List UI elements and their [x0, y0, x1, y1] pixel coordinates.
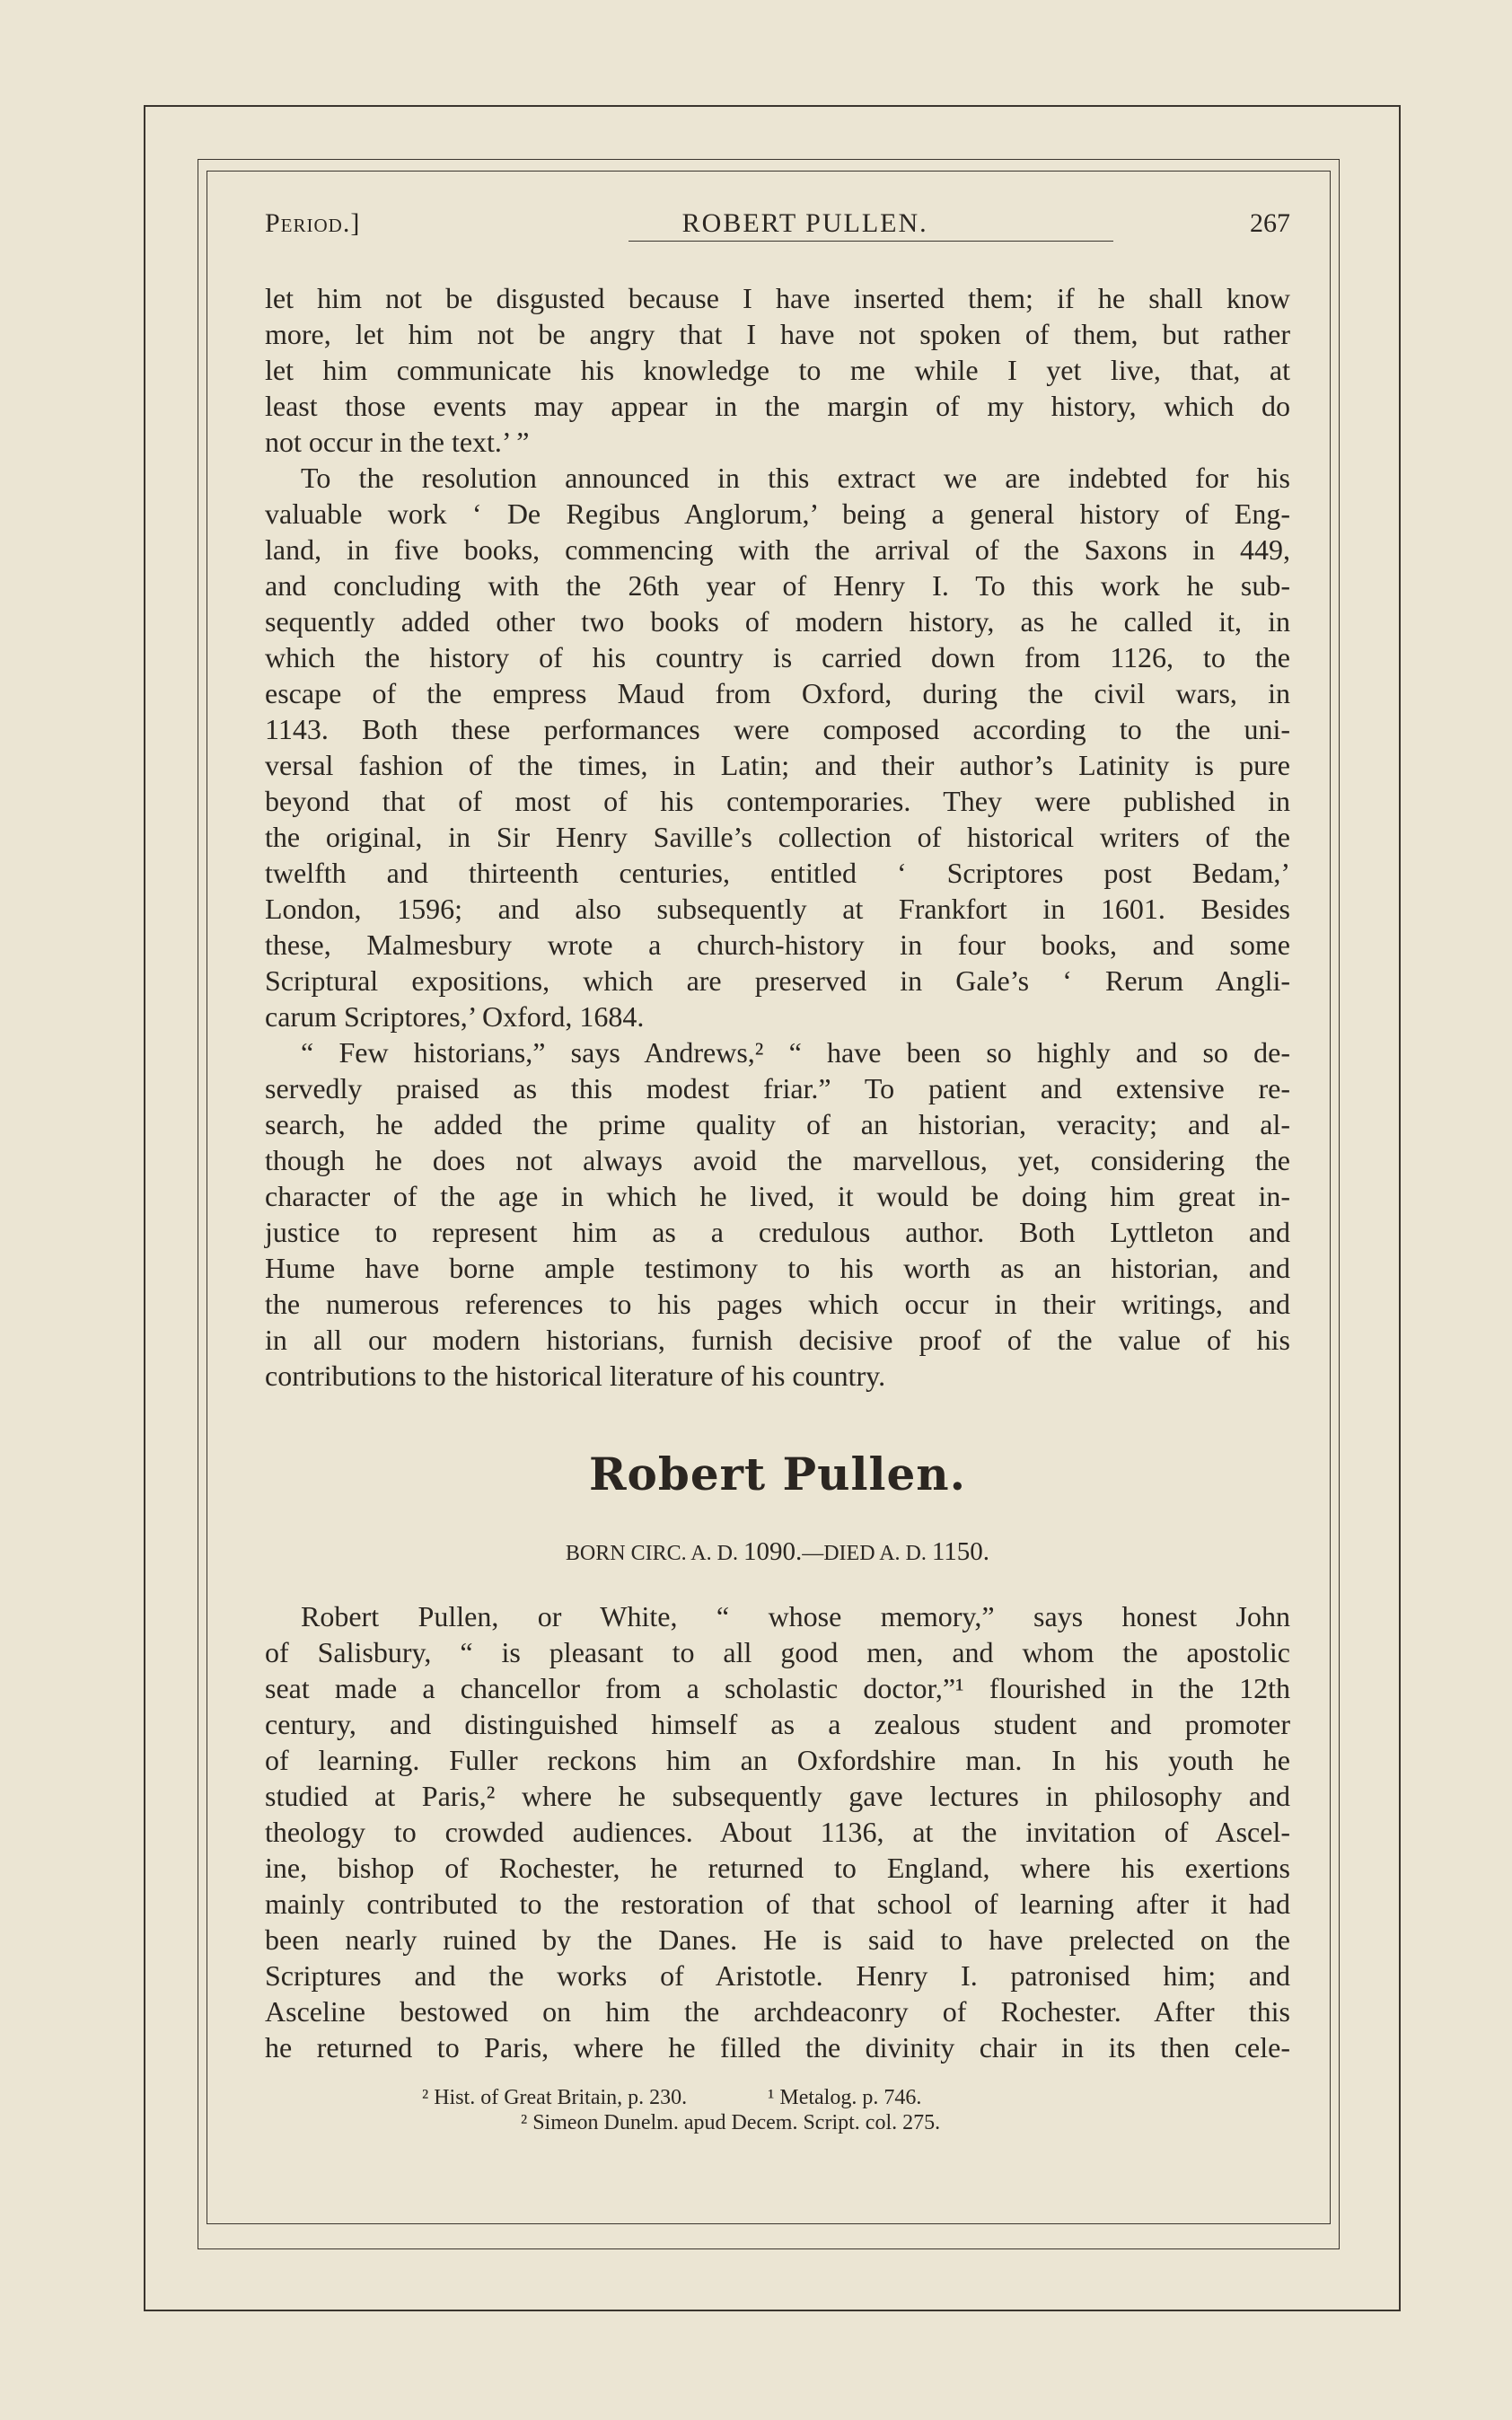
text-line: been nearly ruined by the Danes. He is said to have prelected on the — [265, 1923, 1290, 1956]
text-line: the numerous references to his pages which occur in their writings, and — [265, 1288, 1290, 1320]
text-line: 1143. Both these performances were composed according to the uni- — [265, 713, 1290, 745]
footnote: ¹ Metalog. p. 746. — [768, 2086, 922, 2109]
life-dates — [265, 1537, 1290, 1567]
footnote: ² Hist. of Great Britain, p. 230. — [422, 2086, 688, 2109]
text-line: of learning. Fuller reckons him an Oxfordshire man. In his youth he — [265, 1744, 1290, 1776]
running-header — [265, 208, 1290, 239]
footnotes — [422, 2085, 940, 2135]
text-line: search, he added the prime quality of an historian, veracity; and al- — [265, 1108, 1290, 1140]
text-line: Asceline bestowed on him the archdeaconry of Rochester. After this — [265, 1995, 1290, 2028]
text-line: let him not be disgusted because I have inserted them; if he shall know — [265, 282, 1290, 314]
text-line: and concluding with the 26th year of Henry I. To this work he sub- — [265, 569, 1290, 602]
dates-died-year: 1150. — [931, 1537, 990, 1566]
text-line: of Salisbury, “ is pleasant to all good men, and whom the apostolic — [265, 1636, 1290, 1668]
text-line: servedly praised as this modest friar.” To patient and extensive re- — [265, 1072, 1290, 1104]
text-line: Scriptural expositions, which are preserved in Gale’s ‘ Rerum Angli- — [265, 964, 1290, 997]
text-line: versal fashion of the times, in Latin; and their author’s Latinity is pure — [265, 749, 1290, 781]
text-line: Scriptures and the works of Aristotle. Henry I. patronised him; and — [265, 1959, 1290, 1992]
text-line: beyond that of most of his contemporaries. They were published in — [265, 785, 1290, 817]
text-line: carum Scriptores,’ Oxford, 1684. — [265, 1000, 645, 1033]
text-line: ine, bishop of Rochester, he returned to England, where his exertions — [265, 1852, 1290, 1884]
section-title: Robert Pullen. — [588, 1448, 967, 1500]
text-line: not occur in the text.’ ” — [265, 426, 530, 458]
body-text-biography — [265, 1598, 1290, 2065]
text-line: these, Malmesbury wrote a church-history in four books, and some — [265, 928, 1290, 961]
text-line: Hume have borne ample testimony to his worth as an historian, and — [265, 1252, 1290, 1284]
text-line: character of the age in which he lived, it would be doing him great in- — [265, 1180, 1290, 1212]
text-line: more, let him not be angry that I have not spoken of them, but rather — [265, 318, 1290, 350]
text-line: justice to represent him as a credulous author. Both Lyttleton and — [265, 1216, 1290, 1248]
header-rule — [629, 241, 1113, 242]
body-text-continued — [265, 280, 1290, 1394]
text-line: though he does not always avoid the marvellous, yet, considering the — [265, 1144, 1290, 1176]
text-line: let him communicate his knowledge to me while I yet live, that, at — [265, 354, 1290, 386]
text-line: sequently added other two books of modern history, as he called it, in — [265, 605, 1290, 638]
text-line: Robert Pullen, or White, “ whose memory,” says honest John — [301, 1600, 1290, 1632]
text-line: London, 1596; and also subsequently at Frankfort in 1601. Besides — [265, 893, 1290, 925]
dates-born-year: 1090. — [743, 1537, 803, 1566]
text-line: land, in five books, commencing with the arrival of the Saxons in 449, — [265, 533, 1290, 566]
footnote: ² Simeon Dunelm. apud Decem. Script. col. 275. — [521, 2111, 941, 2134]
text-line: which the history of his country is carried down from 1126, to the — [265, 641, 1290, 673]
text-line: least those events may appear in the margin of my history, which do — [265, 390, 1290, 422]
text-line: studied at Paris,² where he subsequently gave lectures in philosophy and — [265, 1780, 1290, 1812]
text-line: valuable work ‘ De Regibus Anglorum,’ being a general history of Eng- — [265, 497, 1290, 530]
header-section: Period.] — [265, 208, 361, 238]
dates-born-label: BORN CIRC. A. D. — [565, 1542, 738, 1565]
text-line: theology to crowded audiences. About 1136, at the invitation of Ascel- — [265, 1816, 1290, 1848]
text-line: seat made a chancellor from a scholastic doctor,”¹ flourished in the 12th — [265, 1672, 1290, 1704]
text-line: he returned to Paris, where he filled the divinity chair in its then cele- — [265, 2031, 1290, 2064]
dates-died-label: —DIED A. D. — [802, 1542, 927, 1565]
text-line: escape of the empress Maud from Oxford, during the civil wars, in — [265, 677, 1290, 709]
text-line: “ Few historians,” says Andrews,² “ have been so highly and so de- — [301, 1036, 1290, 1069]
text-line: century, and distinguished himself as a zealous student and promoter — [265, 1708, 1290, 1740]
text-line: twelfth and thirteenth centuries, entitled ‘ Scriptores post Bedam,’ — [265, 857, 1290, 889]
text-line: To the resolution announced in this extract we are indebted for his — [301, 462, 1290, 494]
text-line: in all our modern historians, furnish decisive proof of the value of his — [265, 1324, 1290, 1356]
text-line: mainly contributed to the restoration of that school of learning after it had — [265, 1888, 1290, 1920]
text-line: the original, in Sir Henry Saville’s collection of historical writers of the — [265, 821, 1290, 853]
text-line: contributions to the historical literature of his country. — [265, 1360, 886, 1392]
header-title: ROBERT PULLEN. — [681, 208, 928, 238]
page-number: 267 — [1250, 208, 1290, 238]
